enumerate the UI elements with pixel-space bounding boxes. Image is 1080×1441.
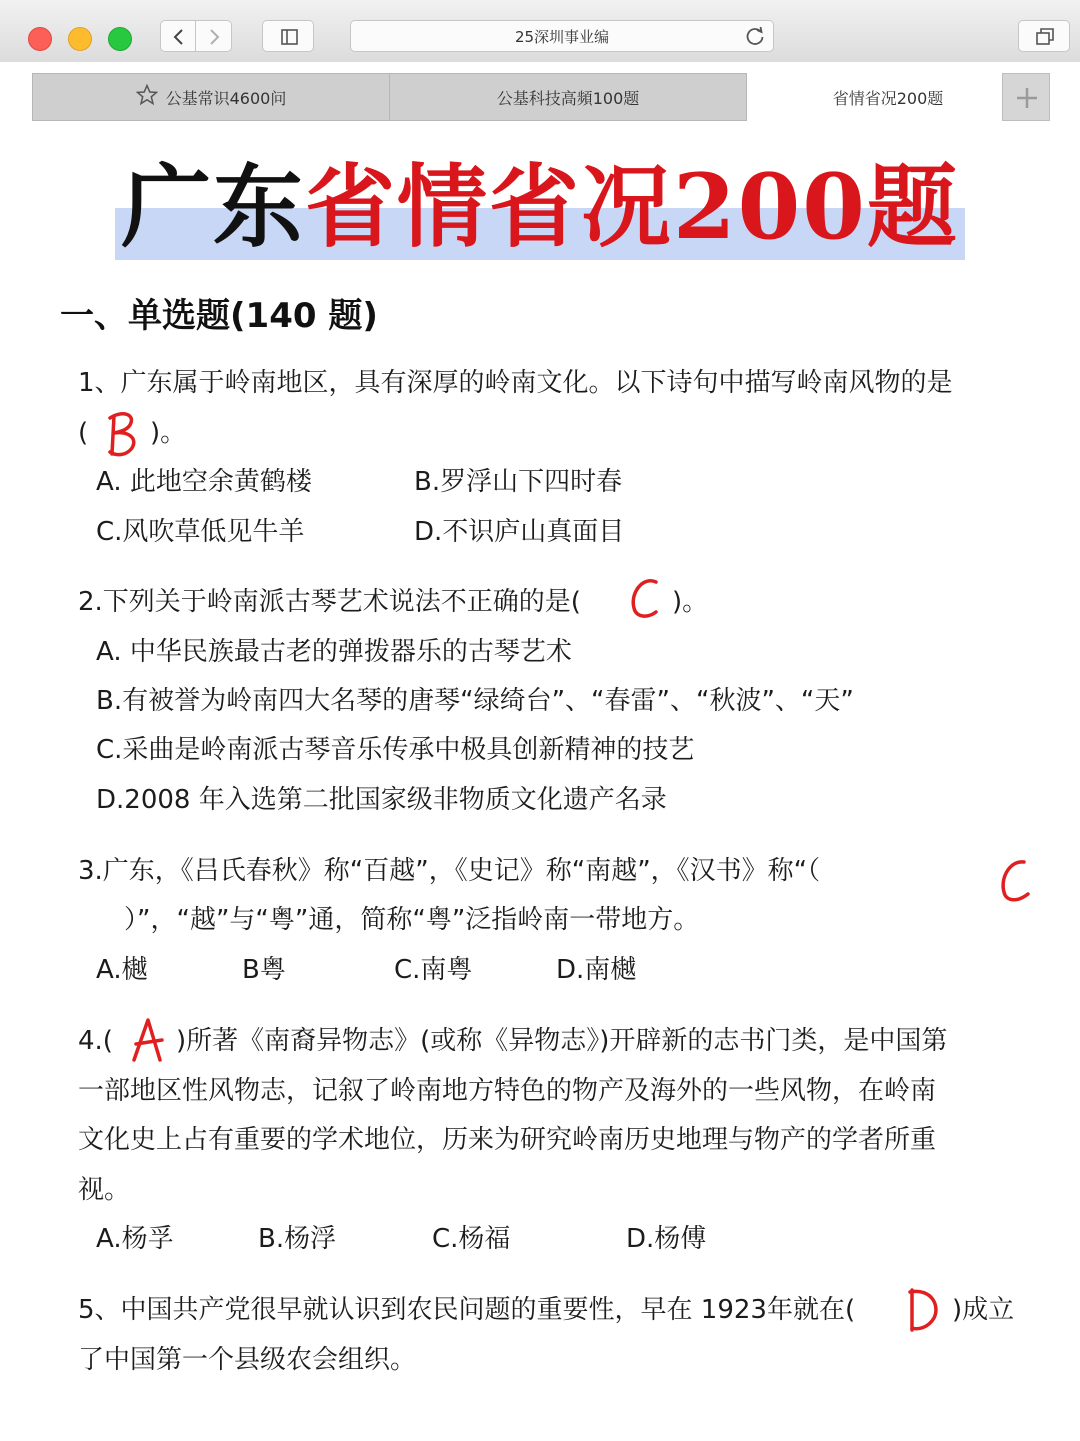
tab-gongji-keji[interactable] <box>389 73 747 121</box>
q2-stem-before: 2.下列关于岭南派古琴艺术说法不正确的是( <box>78 587 581 617</box>
q1-stem-line1: 1、广东属于岭南地区，具有深厚的岭南文化。以下诗句中描写岭南风物的是 <box>78 368 953 398</box>
title-red-part: 省情省况200题 <box>305 154 959 260</box>
q4-option-b: B.杨浮 <box>258 1224 337 1254</box>
q4-option-c: C.杨福 <box>432 1224 511 1254</box>
sidebar-button[interactable] <box>262 20 314 52</box>
tab-label: 公基科技高頻100题 <box>496 88 640 108</box>
handwritten-c-mark <box>622 572 670 628</box>
tab-overview-icon <box>1019 21 1071 53</box>
q5-handwritten-answer <box>898 1282 946 1338</box>
close-window-button[interactable] <box>28 27 52 51</box>
q1-option-a: A. 此地空余黄鹤楼 <box>96 467 312 497</box>
tab-shengqing-shengkuang[interactable] <box>747 73 1029 121</box>
q4-stem-open: 4.( <box>78 1026 113 1056</box>
q5-stem-before: 5、中国共产党很早就认识到农民问题的重要性，早在 1923年就在( <box>78 1295 856 1325</box>
q3-handwritten-answer <box>992 854 1040 910</box>
handwritten-d-mark <box>898 1282 946 1338</box>
q2-option-c: C.采曲是岭南派古琴音乐传承中极具创新精神的技艺 <box>96 735 695 765</box>
q4-option-d: D.杨傅 <box>626 1224 707 1254</box>
q4-handwritten-answer <box>124 1012 172 1068</box>
tab-strip <box>0 62 1080 128</box>
q1-paren-close: )。 <box>150 418 187 448</box>
q3-stem-line2: ）”，“越”与“粤”通，简称“粤”泛指岭南一带地方。 <box>124 905 700 935</box>
q4-stem-line4: 视。 <box>78 1175 131 1205</box>
back-button[interactable] <box>160 20 196 52</box>
handwritten-b-mark <box>100 406 148 462</box>
q1-option-b: B.罗浮山下四时春 <box>414 467 623 497</box>
q3-option-c: C.南粤 <box>394 955 473 985</box>
q1-option-d: D.不识庐山真面目 <box>414 517 625 547</box>
q4-option-a: A.杨孚 <box>96 1224 174 1254</box>
reload-icon[interactable] <box>743 24 767 52</box>
zoom-window-button[interactable] <box>108 27 132 51</box>
tab-label: 公基常识4600问 <box>165 88 287 108</box>
address-bar[interactable] <box>350 20 774 52</box>
q3-option-d: D.南樾 <box>556 955 637 985</box>
tab-overview-button[interactable] <box>1018 20 1070 52</box>
window-titlebar <box>0 0 1080 63</box>
forward-button[interactable] <box>196 20 232 52</box>
q3-option-a: A.樾 <box>96 955 148 985</box>
q2-handwritten-answer <box>622 572 670 628</box>
q5-stem-after: )成立 <box>952 1295 1015 1325</box>
q1-option-c: C.风吹草低见牛羊 <box>96 517 305 547</box>
q2-option-d: D.2008 年入选第二批国家级非物质文化遗产名录 <box>96 785 667 815</box>
q2-option-a: A. 中华民族最古老的弹拨器乐的古琴艺术 <box>96 637 572 667</box>
q2-option-b: B.有被誉为岭南四大名琴的唐琴“绿绮台”、“春雷”、“秋波”、“天” <box>96 686 854 716</box>
q4-stem-line1: )所著《南裔异物志》(或称《异物志》)开辟新的志书门类，是中国第 <box>176 1026 948 1056</box>
new-tab-button[interactable] <box>1002 73 1050 121</box>
q4-stem-line2: 一部地区性风物志，记叙了岭南地方特色的物产及海外的一些风物，在岭南 <box>78 1076 937 1106</box>
q2-stem-after: )。 <box>672 587 709 617</box>
q4-stem-line3: 文化史上占有重要的学术地位，历来为研究岭南历史地理与物产的学者所重 <box>78 1125 937 1155</box>
q5-stem-line2: 了中国第一个县级农会组织。 <box>78 1345 417 1375</box>
star-icon[interactable] <box>136 84 158 110</box>
q1-paren-open: ( <box>78 418 89 448</box>
sidebar-icon <box>263 21 315 53</box>
handwritten-a-mark <box>124 1012 172 1068</box>
minimize-window-button[interactable] <box>68 27 92 51</box>
handwritten-c-mark <box>992 854 1040 910</box>
chevron-right-icon <box>196 21 232 53</box>
address-bar-text: 25深圳事业编 <box>514 28 610 46</box>
chevron-left-icon <box>161 21 197 53</box>
plus-icon <box>1003 74 1051 122</box>
q1-handwritten-answer <box>100 406 148 462</box>
title-black-part: 广东 <box>121 154 306 260</box>
document-title <box>0 152 1080 262</box>
section-heading: 一、单选题(140 题) <box>60 296 378 336</box>
q3-stem-line1: 3.广东，《吕氏春秋》称“百越”，《史记》称“南越”，《汉书》称“（ <box>78 856 821 886</box>
tab-gongji-changshi[interactable] <box>32 73 390 121</box>
q3-option-b: B粤 <box>242 955 286 985</box>
tab-label: 省情省况200题 <box>832 88 944 108</box>
